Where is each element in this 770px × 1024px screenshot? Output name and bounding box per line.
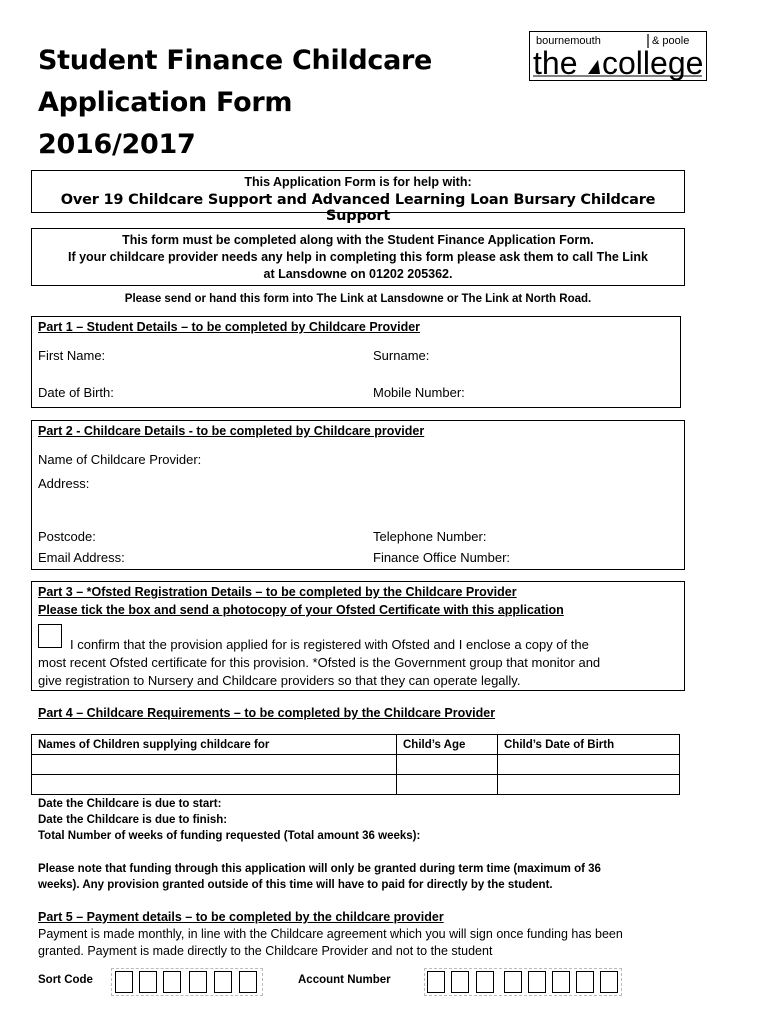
page-title	[38, 40, 508, 166]
notice-box	[31, 228, 685, 286]
logo-top-left: bournemouth	[536, 35, 601, 47]
term-note-line-1: Please note that funding through this application will only be granted during term time (maximum of 36	[38, 863, 601, 875]
postcode-label: Postcode:	[38, 529, 96, 544]
logo-college: college	[602, 45, 704, 80]
intro-line-2: Over 19 Childcare Support and Advanced Learning Loan Bursary Childcare Support	[60, 192, 656, 224]
sort-code-box[interactable]	[115, 971, 133, 993]
table-row	[32, 775, 680, 795]
part2-heading: Part 2 - Childcare Details - to be completed by Childcare provider	[38, 424, 425, 438]
sort-code-box[interactable]	[163, 971, 181, 993]
telephone-label: Telephone Number:	[373, 529, 487, 544]
logo-the: the	[533, 45, 578, 80]
part2-section	[31, 420, 685, 570]
first-name-label: First Name:	[38, 348, 106, 363]
child-age-cell[interactable]	[397, 775, 498, 795]
child-age-cell[interactable]	[397, 755, 498, 775]
col-names-header: Names of Children supplying childcare for	[32, 735, 397, 755]
payment-line-1: Payment is made monthly, in line with the Childcare agreement which you will sign once funding has been	[38, 927, 623, 941]
payment-line-2: granted. Payment is made directly to the Childcare Provider and not to the student	[38, 944, 493, 958]
notice-line-2: If your childcare provider needs any help in completing this form please ask them to call The Link	[67, 250, 648, 264]
confirm-line-3: give registration to Nursery and Childcare providers so that they can operate legally.	[38, 673, 521, 688]
title-line-3: 2016/2017	[38, 129, 196, 160]
notice-line-3: at Lansdowne on 01202 205362.	[263, 267, 453, 281]
title-line-1: Student Finance Childcare	[38, 45, 433, 76]
confirm-line-1: I confirm that the provision applied for is registered with Ofsted and I enclose a copy of the	[70, 637, 589, 652]
children-table	[31, 734, 680, 795]
account-number-label: Account Number	[298, 974, 391, 986]
mobile-label: Mobile Number:	[373, 385, 465, 400]
part1-heading: Part 1 – Student Details – to be completed by Childcare Provider	[38, 320, 421, 334]
provider-name-label: Name of Childcare Provider:	[38, 452, 202, 467]
email-label: Email Address:	[38, 550, 125, 565]
child-dob-cell[interactable]	[498, 755, 680, 775]
logo-top-right: & poole	[652, 35, 690, 47]
intro-line-1: This Application Form is for help with:	[244, 175, 472, 189]
sort-code-box[interactable]	[239, 971, 257, 993]
surname-label: Surname:	[373, 348, 430, 363]
account-number-box[interactable]	[451, 971, 469, 993]
col-dob-header: Child’s Date of Birth	[498, 735, 680, 755]
send-note: Please send or hand this form into The Link at Lansdowne or The Link at North Road.	[124, 293, 592, 305]
sort-code-box[interactable]	[214, 971, 232, 993]
address-label: Address:	[38, 476, 90, 491]
term-note-line-2: weeks). Any provision granted outside of this time will have to paid for directly by the student.	[38, 879, 553, 891]
child-dob-cell[interactable]	[498, 775, 680, 795]
account-number-box[interactable]	[504, 971, 522, 993]
sort-code-box[interactable]	[139, 971, 157, 993]
finish-date-label: Date the Childcare is due to finish:	[38, 814, 228, 826]
college-logo	[529, 31, 707, 81]
table-row	[32, 755, 680, 775]
sort-code-box[interactable]	[189, 971, 207, 993]
dob-label: Date of Birth:	[38, 385, 114, 400]
col-age-header: Child’s Age	[397, 735, 498, 755]
intro-box	[31, 170, 685, 224]
account-number-box[interactable]	[528, 971, 546, 993]
finance-office-label: Finance Office Number:	[373, 550, 511, 565]
confirm-line-2: most recent Ofsted certificate for this provision. *Ofsted is the Government group that monitor and	[38, 655, 601, 670]
account-number-box[interactable]	[576, 971, 594, 993]
account-number-box[interactable]	[476, 971, 494, 993]
account-number-box[interactable]	[427, 971, 445, 993]
part3-heading-1: Part 3 – *Ofsted Registration Details – to be completed by the Childcare Provider	[38, 585, 517, 599]
child-name-cell[interactable]	[32, 775, 397, 795]
ofsted-checkbox[interactable]	[38, 624, 62, 648]
account-number-box[interactable]	[600, 971, 618, 993]
weeks-label: Total Number of weeks of funding requested (Total amount 36 weeks):	[38, 830, 421, 842]
notice-line-1: This form must be completed along with the Student Finance Application Form.	[122, 233, 594, 247]
start-date-label: Date the Childcare is due to start:	[38, 798, 222, 810]
table-header-row	[32, 735, 680, 755]
account-number-box[interactable]	[552, 971, 570, 993]
sort-code-label: Sort Code	[38, 974, 93, 986]
part4-heading: Part 4 – Childcare Requirements – to be completed by the Childcare Provider	[38, 706, 496, 720]
title-line-2: Application Form	[38, 87, 293, 118]
sail-icon	[588, 60, 600, 74]
part5-heading: Part 5 – Payment details – to be completed by the childcare provider	[38, 910, 444, 924]
part3-heading-2: Please tick the box and send a photocopy of your Ofsted Certificate with this application	[38, 603, 564, 617]
child-name-cell[interactable]	[32, 755, 397, 775]
